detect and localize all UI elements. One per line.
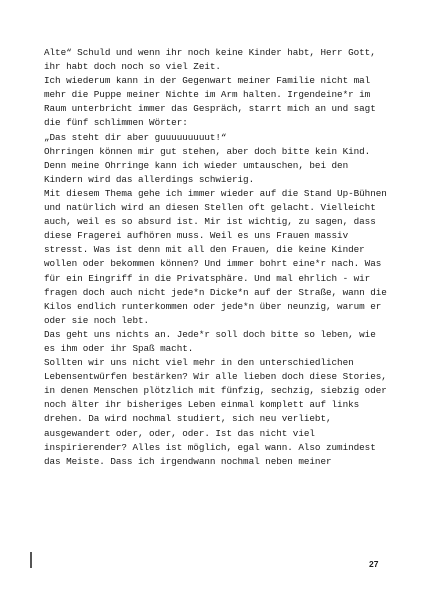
text-line: Mit diesem Thema gehe ich immer wieder auf die Stand Up-Bühnen — [44, 187, 387, 199]
text-line: Das geht uns nichts an. Jede*r soll doch bitte so leben, wie — [44, 328, 376, 340]
body-text — [44, 46, 387, 469]
text-line: Lebensentwürfen bestärken? Wir alle lieben doch diese Stories, — [44, 371, 387, 383]
text-line: Ohrringen können mir gut stehen, aber doch bitte kein Kind. — [44, 145, 371, 157]
text-line: die fünf schlimmen Wörter: — [44, 117, 188, 129]
text-line: drehen. Da wird nochmal studiert, sich neu verliebt, — [44, 413, 332, 425]
text-line: Kindern wird das allerdings schwierig. — [44, 173, 255, 185]
text-line: Alte“ Schuld und wenn ihr noch keine Kinder habt, Herr Gott, — [44, 47, 376, 58]
text-line: Sollten wir uns nicht viel mehr in den unterschiedlichen — [44, 357, 354, 369]
margin-bar — [30, 552, 32, 568]
text-line: Denn meine Ohrringe kann ich wieder umtauschen, bei den — [44, 159, 349, 171]
text-line: das Meiste. Dass ich irgendwann nochmal neben meiner — [44, 455, 332, 467]
page-number: 27 — [369, 559, 379, 569]
text-line: Raum unterbricht immer das Gespräch, starrt mich an und sagt — [44, 103, 376, 115]
text-line: auch, weil es so absurd ist. Mir ist wichtig, zu sagen, dass — [44, 216, 376, 228]
text-line: ihr habt doch noch so viel Zeit. — [44, 61, 221, 73]
text-line: Ich wiederum kann in der Gegenwart meiner Familie nicht mal — [44, 75, 371, 87]
text-line: Kilos endlich runterkommen oder jede*n über neunzig, warum er — [44, 300, 382, 312]
text-line: wollen oder bekommen können? Und immer bohrt eine*r nach. Was — [44, 258, 382, 270]
text-line: für ein Eingriff in die Privatsphäre. Und mal ehrlich - wir — [44, 272, 371, 284]
text-line: ausgewandert oder, oder, oder. Ist das nicht viel — [44, 427, 315, 439]
text-line: es ihm oder ihr Spaß macht. — [44, 342, 194, 354]
text-line: fragen doch auch nicht jede*n Dicke*n auf der Straße, wann die — [44, 286, 387, 298]
text-line: stresst. Was ist denn mit all den Frauen, die keine Kinder — [44, 244, 365, 256]
text-line: oder sie noch lebt. — [44, 314, 150, 326]
text-line: in denen Menschen plötzlich mit fünfzig, sechzig, siebzig oder — [44, 385, 387, 397]
text-line: mehr die Puppe meiner Nichte im Arm halten. Irgendeine*r im — [44, 89, 371, 101]
text-line: inspirierender? Alles ist möglich, egal wann. Also zumindest — [44, 441, 376, 453]
text-line: noch älter ihr bisheriges Leben einmal komplett auf links — [44, 399, 360, 411]
text-line: „Das steht dir aber guuuuuuuuut!“ — [44, 131, 227, 143]
text-line: diese Fragerei aufhören muss. Weil es uns Frauen massiv — [44, 230, 349, 242]
text-line: und natürlich wird an diesen Stellen oft gelacht. Vielleicht — [44, 202, 376, 214]
